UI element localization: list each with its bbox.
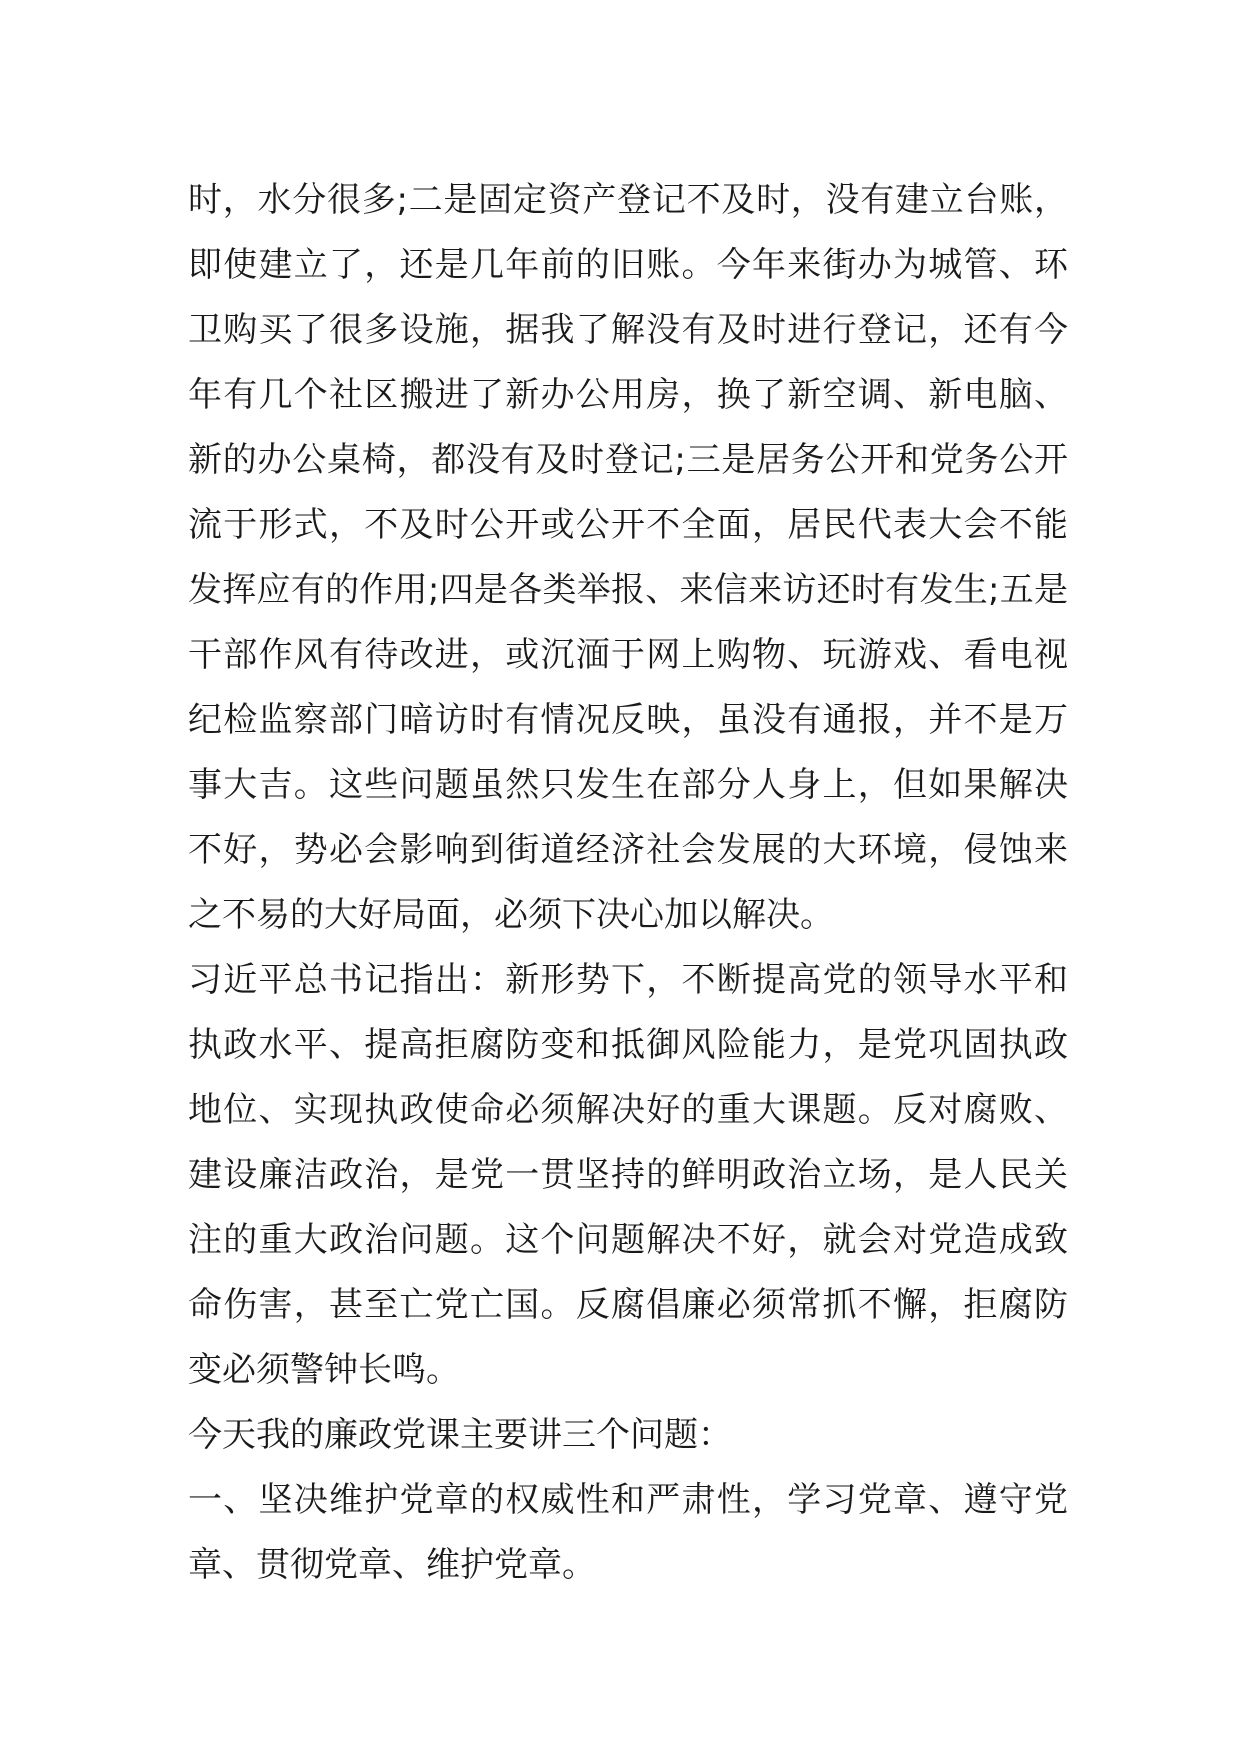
text-line: 命伤害，甚至亡党亡国。反腐倡廉必须常抓不懈，拒腐防 (188, 1285, 1068, 1325)
text-line: 纪检监察部门暗访时有情况反映，虽没有通报，并不是万 (188, 700, 1068, 740)
intro-line: 今天我的廉政党课主要讲三个问题： (188, 1415, 732, 1455)
paragraph-end-line: 之不易的大好局面，必须下决心加以解决。 (188, 895, 834, 935)
text-line: 注的重大政治问题。这个问题解决不好，就会对党造成致 (188, 1220, 1068, 1260)
text-line: 习近平总书记指出：新形势下，不断提高党的领导水平和 (188, 960, 1068, 1000)
text-line: 即使建立了，还是几年前的旧账。今年来街办为城管、环 (188, 245, 1068, 285)
text-line: 发挥应有的作用;四是各类举报、来信来访还时有发生;五是 (188, 570, 1068, 610)
text-line: 新的办公桌椅，都没有及时登记;三是居务公开和党务公开 (188, 440, 1069, 480)
text-line: 年有几个社区搬进了新办公用房，换了新空调、新电脑、 (188, 375, 1068, 415)
text-line: 时，水分很多;二是固定资产登记不及时，没有建立台账， (188, 180, 1069, 220)
text-line: 事大吉。这些问题虽然只发生在部分人身上，但如果解决 (188, 765, 1068, 805)
body-text (188, 168, 1068, 1598)
text-line: 地位、实现执政使命必须解决好的重大课题。反对腐败、 (188, 1090, 1068, 1130)
section-heading-line: 一、坚决维护党章的权威性和严肃性，学习党章、遵守党 (188, 1480, 1068, 1520)
paragraph-end-line: 变必须警钟长鸣。 (188, 1350, 460, 1390)
text-line: 建设廉洁政治，是党一贯坚持的鲜明政治立场，是人民关 (188, 1155, 1068, 1195)
text-line: 干部作风有待改进，或沉湎于网上购物、玩游戏、看电视 (188, 635, 1068, 675)
text-line: 流于形式，不及时公开或公开不全面，居民代表大会不能 (188, 505, 1068, 545)
text-line: 执政水平、提高拒腐防变和抵御风险能力，是党巩固执政 (188, 1025, 1068, 1065)
text-line: 不好，势必会影响到街道经济社会发展的大环境，侵蚀来 (188, 830, 1068, 870)
text-line: 卫购买了很多设施，据我了解没有及时进行登记，还有今 (188, 310, 1068, 350)
section-heading-end-line: 章、贯彻党章、维护党章。 (188, 1545, 596, 1585)
